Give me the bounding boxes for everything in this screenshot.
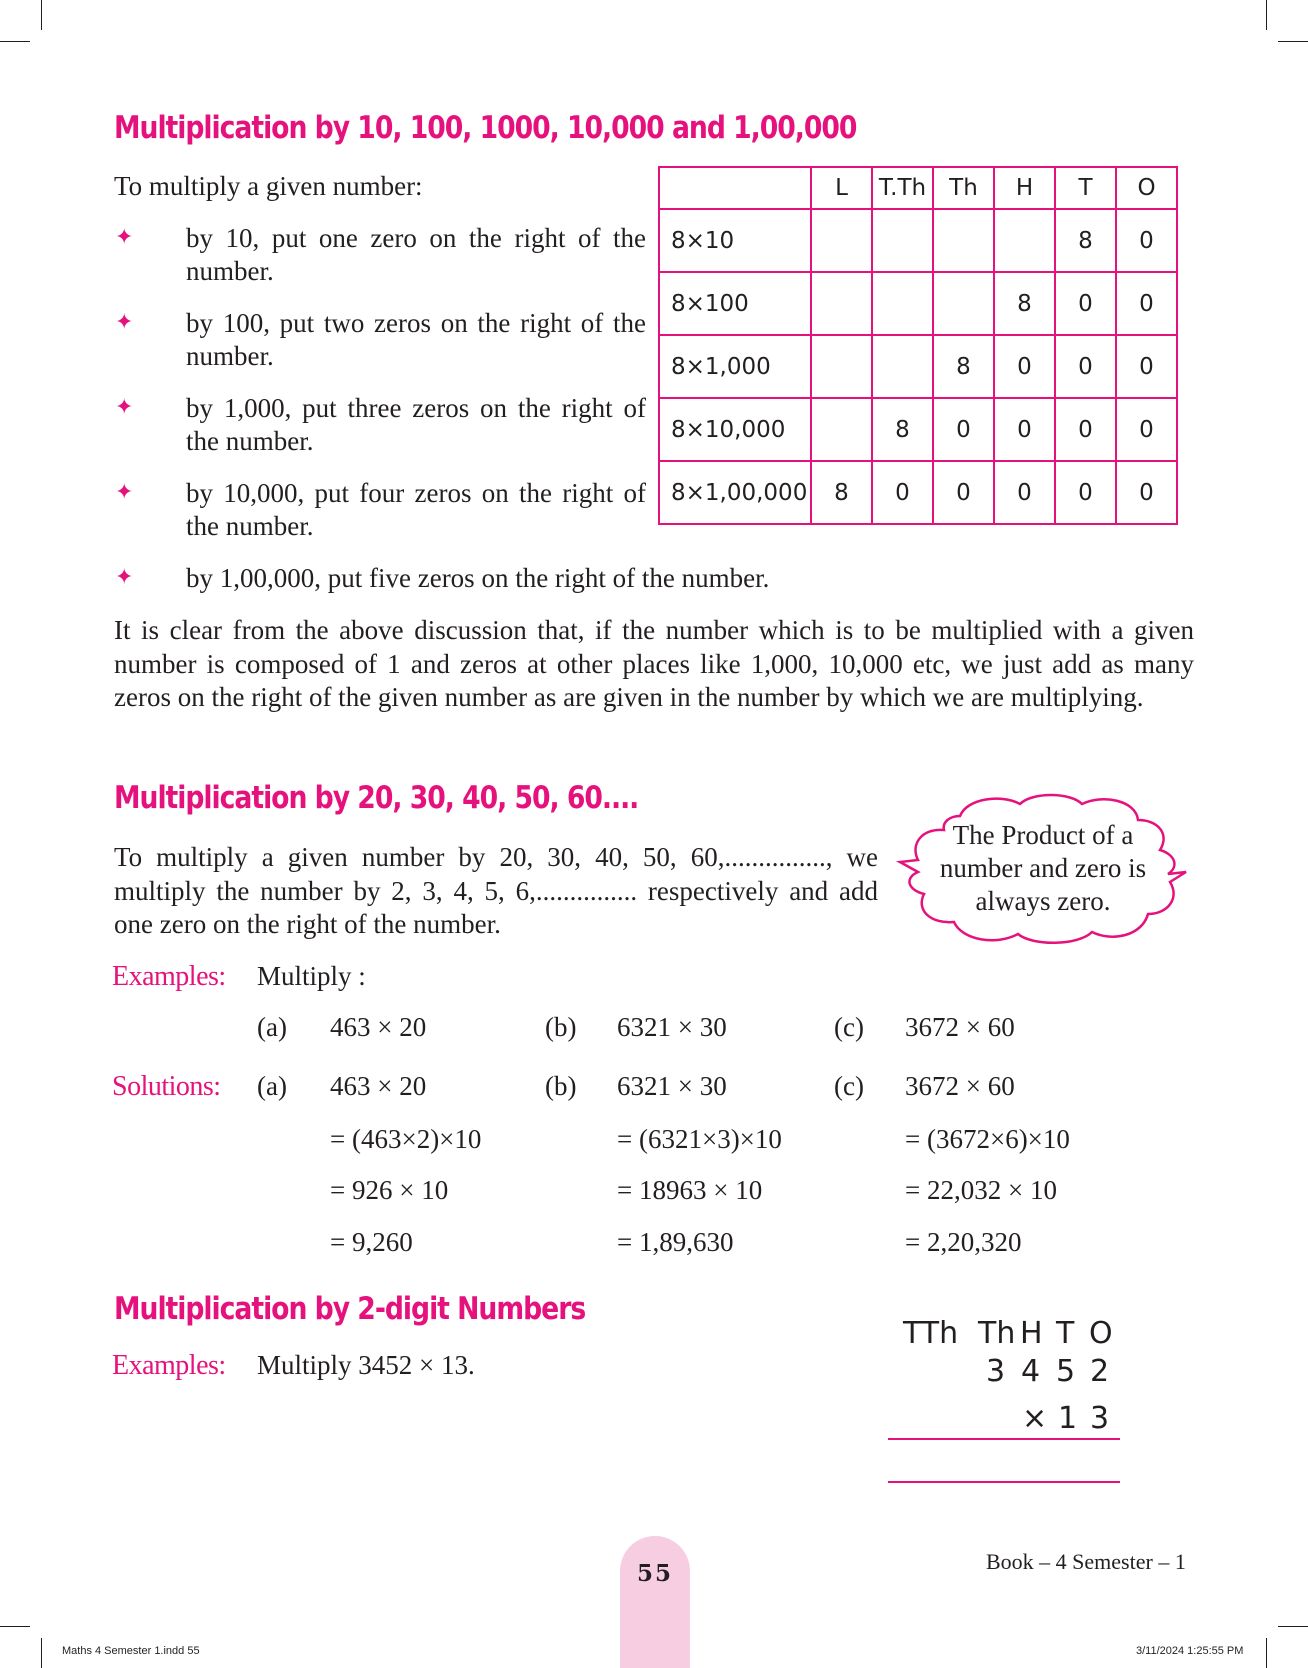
bullet-star-icon: ✦ (115, 480, 134, 505)
solution-expression: 6321 × 30 (617, 1071, 727, 1101)
solution-label: (c) (834, 1071, 864, 1101)
table-cell: 0 (1116, 461, 1177, 524)
cloud-line: number and zero is (939, 853, 1147, 883)
table-cell: 8 (872, 398, 933, 461)
bullet-item: by 10, put one zero on the right of the number. (186, 223, 646, 286)
table-cell (811, 335, 872, 398)
crop-mark (1278, 41, 1308, 42)
bullet-star-icon: ✦ (115, 225, 134, 250)
solution-step: = 9,260 (330, 1227, 413, 1257)
crop-mark (41, 1638, 42, 1668)
table-header-cell (659, 167, 811, 209)
cloud-line: always zero. (975, 886, 1111, 916)
solution-expression: 3672 × 60 (905, 1071, 1015, 1101)
table-cell (811, 398, 872, 461)
table-cell: 0 (1055, 272, 1116, 335)
table-header-cell: H (994, 167, 1055, 209)
solution-expression: 463 × 20 (330, 1071, 427, 1101)
table-cell (933, 209, 994, 272)
page-number-tab (620, 1536, 690, 1668)
multiplicand-digit: 4 (1021, 1354, 1041, 1389)
table-cell: 0 (1116, 209, 1177, 272)
solution-step: = 926 × 10 (330, 1175, 449, 1205)
example-expression: 6321 × 30 (617, 1012, 727, 1042)
multiplicand-digit: 2 (1090, 1354, 1110, 1389)
table-cell: 8 (933, 335, 994, 398)
example-expression: 3672 × 60 (905, 1012, 1015, 1042)
table-row (659, 398, 1177, 461)
table-cell: 8 (994, 272, 1055, 335)
bullet-item: by 10,000, put four zeros on the right of the number. (186, 478, 646, 541)
table-row (659, 461, 1177, 524)
table-cell: 0 (994, 335, 1055, 398)
multiply-sign: × (1022, 1401, 1048, 1436)
table-header-row (659, 167, 1177, 209)
table-cell (872, 209, 933, 272)
example-label: (b) (545, 1012, 577, 1042)
table-cell (872, 272, 933, 335)
table-header-cell: T.Th (872, 167, 933, 209)
example-expression: 463 × 20 (330, 1012, 427, 1042)
solution-label: (b) (545, 1071, 577, 1101)
solution-step: = 1,89,630 (617, 1227, 734, 1257)
bullet-star-icon: ✦ (115, 565, 134, 590)
solution-step: = (3672×6)×10 (905, 1124, 1070, 1154)
table-header-cell: T (1055, 167, 1116, 209)
table-header-cell: Th (933, 167, 994, 209)
table-cell: 0 (933, 461, 994, 524)
answer-line (888, 1481, 1120, 1483)
table-row-label: 8×10,000 (659, 398, 811, 461)
answer-line (888, 1438, 1120, 1440)
solution-step: = 18963 × 10 (617, 1175, 763, 1205)
examples-text: Multiply : (257, 961, 366, 991)
explanation-paragraph: It is clear from the above discussion that, if the number which is to be multiplied with a given number is composed of 1 and zeros at other places like 1,000, 10,000 etc, we just add as many zeros on the right of the given number as are given in the number by which we are multiplying. (114, 615, 1194, 712)
bullet-star-icon: ✦ (115, 395, 134, 420)
solutions-label: Solutions: (112, 1071, 221, 1102)
column-header: O (1089, 1316, 1113, 1351)
table-row (659, 209, 1177, 272)
crop-mark (0, 1626, 30, 1627)
solution-step: = 2,20,320 (905, 1227, 1022, 1257)
crop-mark (41, 0, 42, 30)
multiplier-digit: 3 (1090, 1401, 1110, 1436)
table-row (659, 335, 1177, 398)
table-cell (811, 272, 872, 335)
table-cell: 0 (872, 461, 933, 524)
table-cell: 8 (1055, 209, 1116, 272)
table-row-label: 8×10 (659, 209, 811, 272)
solution-step: = (463×2)×10 (330, 1124, 482, 1154)
solution-step: = 22,032 × 10 (905, 1175, 1057, 1205)
table-header-cell: L (811, 167, 872, 209)
table-cell: 0 (933, 398, 994, 461)
cloud-line: The Product of a (952, 820, 1134, 850)
bullet-item: by 1,00,000, put five zeros on the right of the number. (186, 563, 770, 593)
bullet-star-icon: ✦ (115, 310, 134, 335)
table-cell (994, 209, 1055, 272)
examples-text: Multiply 3452 × 13. (257, 1350, 475, 1380)
column-header: H (1020, 1316, 1043, 1351)
table-cell: 0 (994, 398, 1055, 461)
multiplicand-digit: 5 (1056, 1354, 1076, 1389)
slug-timestamp: 3/11/2024 1:25:55 PM (1136, 1645, 1244, 1657)
book-info: Book – 4 Semester – 1 (986, 1549, 1186, 1574)
table-cell (872, 335, 933, 398)
table-cell: 0 (1116, 398, 1177, 461)
table-header-cell: O (1116, 167, 1177, 209)
table-cell: 0 (1055, 398, 1116, 461)
table-cell: 0 (1116, 272, 1177, 335)
table-cell: 0 (1116, 335, 1177, 398)
solution-step: = (6321×3)×10 (617, 1124, 782, 1154)
multiplier-digit: 1 (1058, 1401, 1078, 1436)
column-header: TTh (903, 1316, 959, 1351)
table-cell (811, 209, 872, 272)
table-cell: 0 (994, 461, 1055, 524)
table-row-label: 8×100 (659, 272, 811, 335)
table-row-label: 8×1,000 (659, 335, 811, 398)
table-cell: 0 (1055, 335, 1116, 398)
crop-mark (1266, 0, 1267, 30)
intro-text: To multiply a given number: (114, 171, 423, 201)
section-heading-multiplication-by-multiples-of-ten: Multiplication by 20, 30, 40, 50, 60.... (114, 780, 639, 816)
column-header: Th (978, 1316, 1016, 1351)
multiplicand-digit: 3 (986, 1354, 1006, 1389)
crop-mark (1266, 1638, 1267, 1668)
section-heading-multiplication-by-powers-of-ten: Multiplication by 10, 100, 1000, 10,000 and 1,00,000 (114, 110, 857, 146)
examples-label: Examples: (112, 961, 226, 992)
table-row (659, 272, 1177, 335)
column-header: T (1056, 1316, 1075, 1351)
crop-mark (0, 41, 30, 42)
place-value-table (658, 166, 1178, 525)
table-cell: 0 (1055, 461, 1116, 524)
table-cell (933, 272, 994, 335)
section-heading-multiplication-by-2-digit-numbers: Multiplication by 2-digit Numbers (114, 1291, 586, 1327)
example-label: (c) (834, 1012, 864, 1042)
multiples-paragraph: To multiply a given number by 20, 30, 40, 50, 60,..............., we multiply the number by 2, 3, 4, 5, 6,............... respectively and add one zero on the right of the number. (114, 842, 878, 939)
crop-mark (1278, 1626, 1308, 1627)
table-row-label: 8×1,00,000 (659, 461, 811, 524)
table-cell: 8 (811, 461, 872, 524)
bullet-item: by 100, put two zeros on the right of the number. (186, 308, 646, 371)
bullet-item: by 1,000, put three zeros on the right of the number. (186, 393, 646, 456)
page-number: 55 (636, 1560, 673, 1587)
solution-label: (a) (257, 1071, 287, 1101)
cloud-text (912, 819, 1174, 918)
examples-label: Examples: (112, 1350, 226, 1381)
example-label: (a) (257, 1012, 287, 1042)
slug-filename: Maths 4 Semester 1.indd 55 (62, 1645, 200, 1657)
